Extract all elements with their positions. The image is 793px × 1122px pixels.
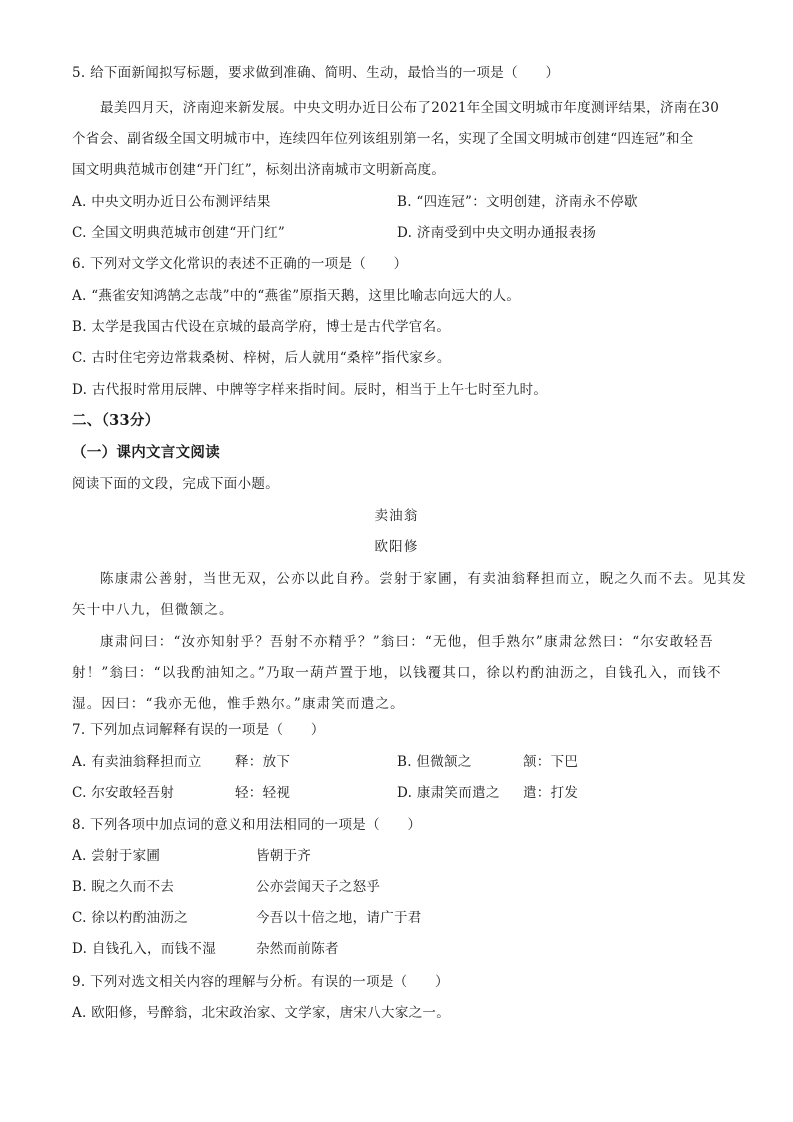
q5-stem: 5. 给下面新闻拟写标题，要求做到准确、简明、生动，最恰当的一项是（ ） xyxy=(72,65,560,81)
q5-passage-line-2: 个省会、副省级全国文明城市中，连续四年位列该组别第一名，实现了全国文明城市创建“四连冠”和全 xyxy=(72,131,694,147)
passage-author: 欧阳修 xyxy=(374,539,419,555)
reading-instruction: 阅读下面的文段，完成下面小题。 xyxy=(72,476,279,492)
passage-line-2: 矢十中八九，但微颔之。 xyxy=(72,602,234,618)
q5-passage-line-1: 最美四月天，济南迎来新发展。中央文明办近日公布了2021年全国文明城市年度测评结果，济南在30 xyxy=(100,100,720,116)
q8-option-b-right: 公亦尝闻天子之怒乎 xyxy=(256,879,381,895)
q6-option-d: D. 古代报时常用辰牌、中牌等字样来指时间。辰时，相当于上午七时至九时。 xyxy=(72,382,548,398)
q8-option-a-left: A. 尝射于家圃 xyxy=(72,848,161,864)
q5-option-b: B. “四连冠”：文明创建，济南永不停歇 xyxy=(397,194,638,210)
passage-line-3: 康肃问曰：“汝亦知射乎？吾射不亦精乎？”翁曰：“无他，但手熟尔”康肃忿然曰：“尔安敢轻吾 xyxy=(100,634,714,650)
q8-stem: 8. 下列各项中加点词的意义和用法相同的一项是（ ） xyxy=(72,817,422,833)
passage-line-1: 陈康肃公善射，当世无双，公亦以此自矜。尝射于家圃，有卖油翁释担而立，睨之久而不去。见其发 xyxy=(100,571,747,587)
passage-line-4: 射！”翁曰：“以我酌油知之。”乃取一葫芦置于地，以钱覆其口，徐以杓酌油沥之，自钱孔入，而钱不 xyxy=(72,665,722,681)
q7-option-b-gloss: 颔：下巴 xyxy=(523,754,579,770)
q8-option-a-right: 皆朝于齐 xyxy=(256,848,312,864)
q7-option-b-text: B. 但微颔之 xyxy=(397,754,472,770)
passage-title: 卖油翁 xyxy=(374,508,419,524)
q7-stem: 7. 下列加点词解释有误的一项是（ ） xyxy=(72,722,325,738)
q9-option-a: A. 欧阳修，号醉翁，北宋政治家、文学家，唐宋八大家之一。 xyxy=(72,1005,451,1021)
q8-option-c-left: C. 徐以杓酌油沥之 xyxy=(72,910,188,926)
q8-option-c-right: 今吾以十倍之地，请广于君 xyxy=(256,910,422,926)
q7-option-a-gloss: 释：放下 xyxy=(235,754,291,770)
q7-option-c-text: C. 尔安敢轻吾射 xyxy=(72,785,175,801)
q5-option-a: A. 中央文明办近日公布测评结果 xyxy=(72,194,271,210)
q6-stem: 6. 下列对文学文化常识的表述不正确的一项是（ ） xyxy=(72,256,408,272)
q6-option-c: C. 古时住宅旁边常栽桑树、梓树，后人就用“桑梓”指代家乡。 xyxy=(72,350,451,366)
section-subheading: （一）课内文言文阅读 xyxy=(72,444,220,461)
q5-option-c: C. 全国文明典范城市创建“开门红” xyxy=(72,225,286,241)
section-heading: 二、（33分） xyxy=(72,412,160,429)
q7-option-d-text: D. 康肃笑而遣之 xyxy=(397,785,500,801)
q7-option-c-gloss: 轻：轻视 xyxy=(235,785,291,801)
q5-option-d: D. 济南受到中央文明办通报表扬 xyxy=(397,225,597,241)
q5-passage-line-3: 国文明典范城市创建“开门红”，标刻出济南城市文明新高度。 xyxy=(72,162,446,178)
q8-option-d-left: D. 自钱孔入，而钱不湿 xyxy=(72,941,217,957)
q6-option-a: A. “燕雀安知鸿鹄之志哉”中的“燕雀”原指天鹅，这里比喻志向远大的人。 xyxy=(72,288,521,304)
passage-line-5: 湿。因曰：“我亦无他，惟手熟尔。”康肃笑而遣之。 xyxy=(72,696,405,712)
q9-stem: 9. 下列对选文相关内容的理解与分析。有误的一项是（ ） xyxy=(72,974,449,990)
q7-option-a-text: A. 有卖油翁释担而立 xyxy=(72,754,202,770)
q7-option-d-gloss: 遣：打发 xyxy=(523,785,579,801)
q8-option-b-left: B. 睨之久而不去 xyxy=(72,879,175,895)
q8-option-d-right: 杂然而前陈者 xyxy=(256,941,339,957)
q6-option-b: B. 太学是我国古代设在京城的最高学府，博士是古代学官名。 xyxy=(72,319,451,335)
